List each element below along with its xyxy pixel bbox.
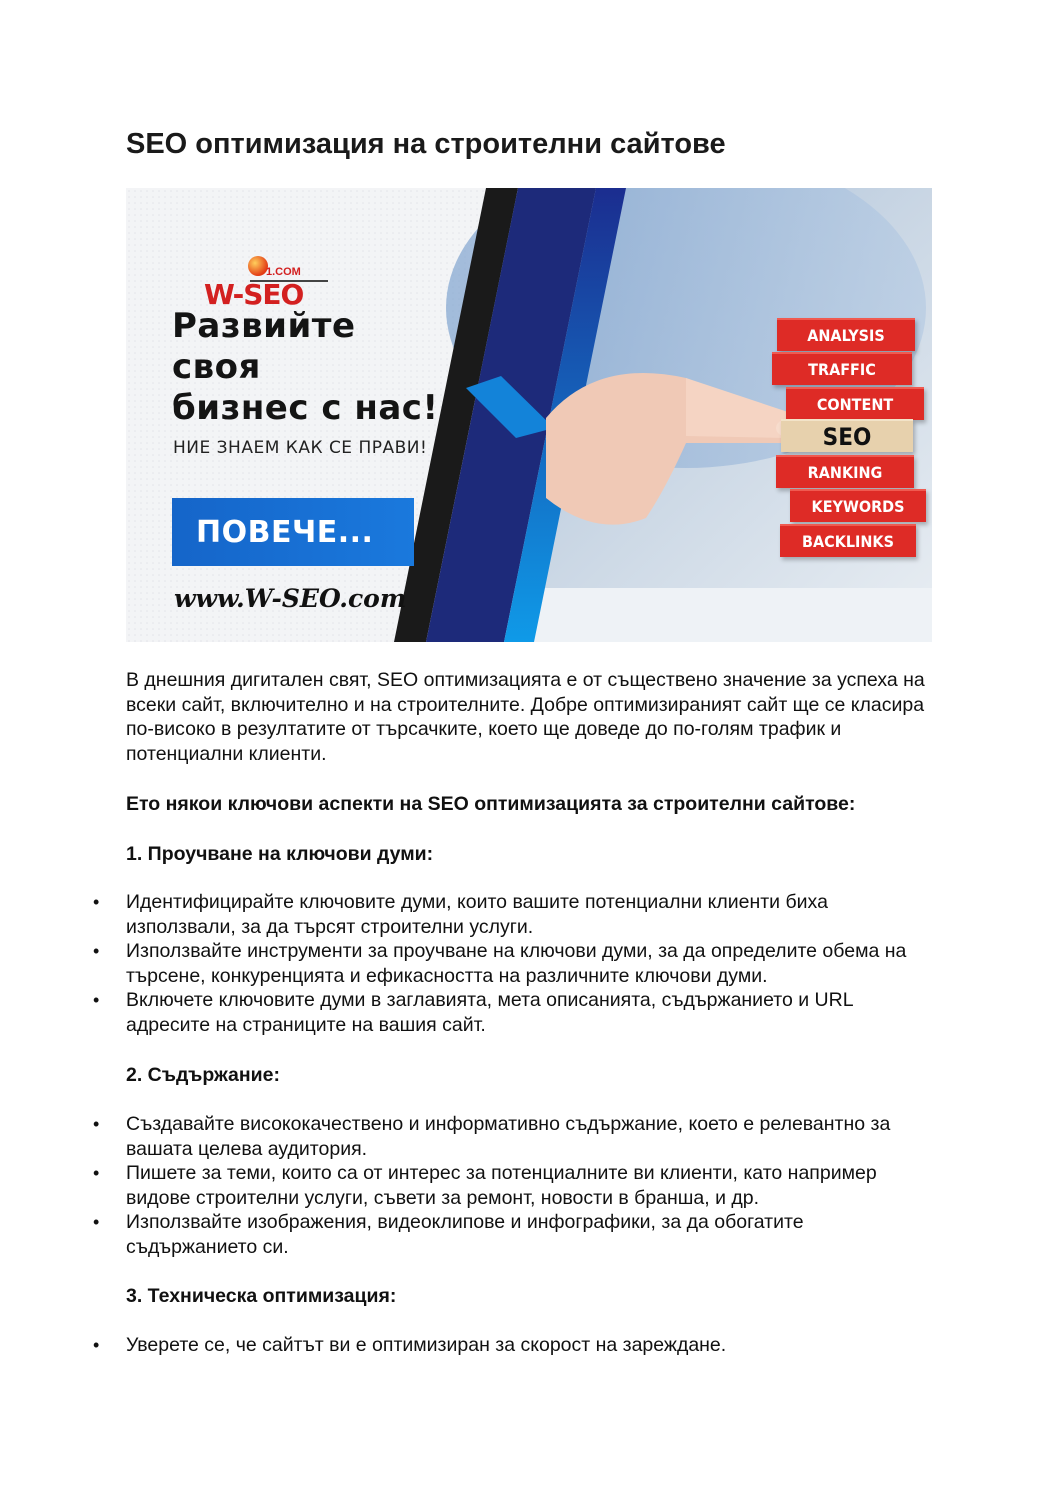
banner-headline [172, 306, 438, 429]
list-item: • Включете ключовите думи в заглавията, мета описанията, съдържанието и URL адресите на страниците на вашия сайт. [126, 988, 938, 1037]
list-item: • Уверете се, че сайтът ви е оптимизиран за скорост на зареждане. [126, 1333, 938, 1358]
list-item: • Използвайте изображения, видеоклипове и инфографики, за да обогатите съдържанието си. [126, 1210, 938, 1259]
list-item: • Идентифицирайте ключовите думи, които вашите потенциални клиенти биха използвали, за да търсят строителни услуги. [126, 890, 938, 939]
section-heading-technical: 3. Техническа оптимизация: [126, 1285, 397, 1307]
logo-balloon-icon [248, 256, 268, 276]
block-seo: SEO [781, 419, 913, 452]
technical-list [126, 1333, 938, 1358]
headline-line-3: бизнес с нас! [172, 388, 439, 428]
headline-line-2: своя [172, 347, 261, 387]
block-keywords: KEYWORDS [790, 489, 926, 522]
banner-url[interactable]: www.W-SEO.com [174, 584, 407, 613]
block-traffic: TRAFFIC [772, 352, 912, 385]
section-heading-keywords: 1. Проучване на ключови думи: [126, 843, 434, 865]
block-analysis: ANALYSIS [777, 318, 915, 351]
promo-banner[interactable] [126, 188, 932, 642]
brand-logo: W-SEO [204, 278, 304, 311]
block-content: CONTENT [786, 387, 924, 420]
section-heading-content: 2. Съдържание: [126, 1064, 280, 1086]
logo-com: 1.COM [266, 266, 301, 278]
page-title: SEO оптимизация на строителни сайтове [126, 128, 726, 160]
list-item: • Създавайте висококачествено и информативно съдържание, което е релевантно за вашата целева аудитория. [126, 1112, 938, 1161]
block-ranking: RANKING [776, 455, 914, 488]
content-list [126, 1112, 938, 1259]
banner-tagline: НИЕ ЗНАЕМ КАК СЕ ПРАВИ! [173, 438, 428, 458]
block-backlinks: BACKLINKS [780, 524, 916, 557]
list-item: • Пишете за теми, които са от интерес за потенциалните ви клиенти, като например видове строителни услуги, съвети за ремонт, новости в бранша, и др. [126, 1161, 938, 1210]
more-button[interactable]: ПОВЕЧЕ... [172, 498, 414, 566]
list-item: • Използвайте инструменти за проучване на ключови думи, за да определите обема на търсене, конкуренцията и ефикасността на различните ключови думи. [126, 939, 938, 988]
intro-paragraph: В днешния дигитален свят, SEO оптимизацията е от съществено значение за успеха на всеки сайт, включително и на строителните. Добре оптимизираният сайт ще се класира по-високо в резултатите от търсачките, което ще доведе до по-голям трафик и потенциални клиенти. [126, 669, 925, 765]
keywords-list [126, 890, 938, 1037]
headline-line-1: Развийте [172, 306, 356, 346]
aspects-heading: Ето някои ключови аспекти на SEO оптимизацията за строителни сайтове: [126, 793, 856, 815]
